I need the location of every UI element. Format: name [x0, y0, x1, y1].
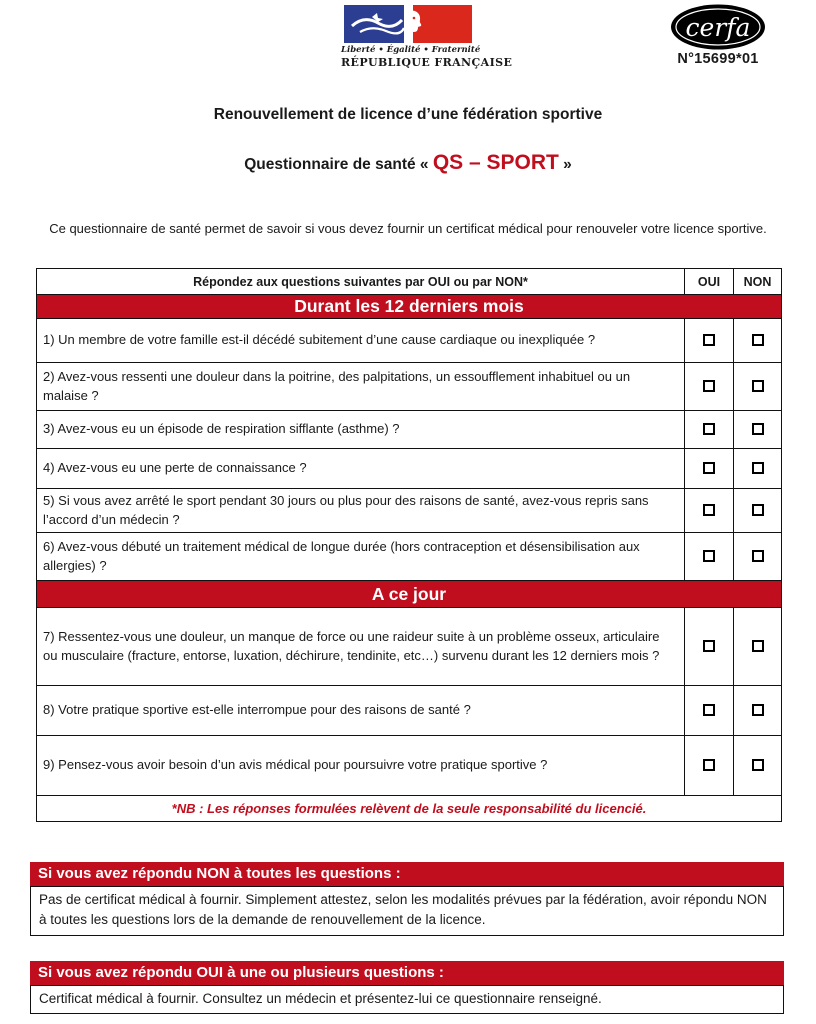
- checkbox-oui-q5[interactable]: [703, 504, 715, 516]
- french-flag-marianne-icon: [342, 5, 474, 43]
- question-row-3: [37, 411, 782, 449]
- cerfa-number: N°15699*01: [677, 51, 759, 67]
- table-header-oui: OUI: [685, 269, 734, 295]
- republique-francaise-logo: [341, 5, 513, 69]
- footnote-row: [37, 796, 782, 822]
- health-questionnaire-table: [36, 268, 782, 822]
- question-row-7: [37, 608, 782, 686]
- checkbox-oui-q6[interactable]: [703, 550, 715, 562]
- outcome-non-body: Pas de certificat médical à fournir. Simplement attestez, selon les modalités prévues par la fédération, avoir répondu NON à toutes les questions lors de la demande de renouvellement de la licence.: [30, 886, 784, 936]
- page-title: Renouvellement de licence d’une fédération sportive: [213, 106, 603, 123]
- checkbox-oui-q8[interactable]: [703, 704, 715, 716]
- question-text-4: 4) Avez-vous eu une perte de connaissance ?: [37, 449, 685, 489]
- checkbox-oui-q1[interactable]: [703, 334, 715, 346]
- checkbox-non-q5[interactable]: [752, 504, 764, 516]
- question-text-8: 8) Votre pratique sportive est-elle interrompue pour des raisons de santé ?: [37, 686, 685, 736]
- question-row-1: [37, 319, 782, 363]
- outcome-non-banner: Si vous avez répondu NON à toutes les questions :: [30, 862, 784, 886]
- question-row-5: [37, 489, 782, 533]
- question-text-3: 3) Avez-vous eu un épisode de respiration sifflante (asthme) ?: [37, 411, 685, 449]
- cerfa-logo-icon: [670, 4, 766, 50]
- question-row-6: [37, 533, 782, 581]
- question-text-1: 1) Un membre de votre famille est-il décédé subitement d’une cause cardiaque ou inexpliquée ?: [37, 319, 685, 363]
- section-band-label: Durant les 12 derniers mois: [37, 295, 782, 319]
- republique-francaise-label: RÉPUBLIQUE FRANÇAISE: [341, 56, 513, 69]
- outcome-non-section: [30, 862, 784, 936]
- outcome-oui-section: [30, 961, 784, 1014]
- question-row-8: [37, 686, 782, 736]
- checkbox-non-q8[interactable]: [752, 704, 764, 716]
- page-header: [0, 0, 816, 76]
- subtitle-prefix: Questionnaire de santé «: [244, 156, 433, 173]
- checkbox-oui-q4[interactable]: [703, 462, 715, 474]
- question-text-9: 9) Pensez-vous avoir besoin d’un avis médical pour poursuivre votre pratique sportive ?: [37, 736, 685, 796]
- subtitle-suffix: »: [558, 156, 572, 173]
- checkbox-non-q7[interactable]: [752, 640, 764, 652]
- question-text-2: 2) Avez-vous ressenti une douleur dans la poitrine, des palpitations, un essoufflement inhabituel ou un malaise ?: [37, 363, 685, 411]
- section-band-today: [37, 581, 782, 608]
- outcome-oui-body: Certificat médical à fournir. Consultez un médecin et présentez-lui ce questionnaire renseigné.: [30, 985, 784, 1014]
- question-row-2: [37, 363, 782, 411]
- table-header-question: Répondez aux questions suivantes par OUI ou par NON*: [37, 269, 685, 295]
- intro-text: Ce questionnaire de santé permet de savoir si vous devez fournir un certificat médical pour renouveler votre licence sportive.: [49, 221, 767, 236]
- table-footnote: *NB : Les réponses formulées relèvent de la seule responsabilité du licencié.: [37, 796, 782, 822]
- question-text-7: 7) Ressentez-vous une douleur, un manque de force ou une raideur suite à un problème osseux, articulaire ou musculaire (fracture, entorse, luxation, déchirure, tendinite, etc…) survenu durant les 12 derniers mois ?: [37, 608, 685, 686]
- checkbox-oui-q7[interactable]: [703, 640, 715, 652]
- checkbox-non-q3[interactable]: [752, 423, 764, 435]
- question-row-9: [37, 736, 782, 796]
- checkbox-non-q9[interactable]: [752, 759, 764, 771]
- question-row-4: [37, 449, 782, 489]
- checkbox-oui-q9[interactable]: [703, 759, 715, 771]
- checkbox-non-q1[interactable]: [752, 334, 764, 346]
- checkbox-non-q2[interactable]: [752, 380, 764, 392]
- question-text-5: 5) Si vous avez arrêté le sport pendant 30 jours ou plus pour des raisons de santé, avez-vous repris sans l’accord d’un médecin ?: [37, 489, 685, 533]
- section-band-label: A ce jour: [37, 581, 782, 608]
- checkbox-oui-q3[interactable]: [703, 423, 715, 435]
- checkbox-non-q4[interactable]: [752, 462, 764, 474]
- marianne-motto: Liberté • Égalité • Fraternité: [341, 45, 481, 55]
- cerfa-logo-block: [670, 4, 766, 67]
- subtitle-highlight: QS – SPORT: [432, 151, 559, 174]
- checkbox-oui-q2[interactable]: [703, 380, 715, 392]
- table-header-non: NON: [734, 269, 782, 295]
- question-text-6: 6) Avez-vous débuté un traitement médical de longue durée (hors contraception et désensibilisation aux allergies) ?: [37, 533, 685, 581]
- table-header-row: [37, 269, 782, 295]
- outcome-oui-banner: Si vous avez répondu OUI à une ou plusieurs questions :: [30, 961, 784, 985]
- cerfa-logo-text: cerfa: [685, 13, 751, 42]
- section-band-last-12-months: [37, 295, 782, 319]
- checkbox-non-q6[interactable]: [752, 550, 764, 562]
- page-subtitle: [0, 151, 816, 175]
